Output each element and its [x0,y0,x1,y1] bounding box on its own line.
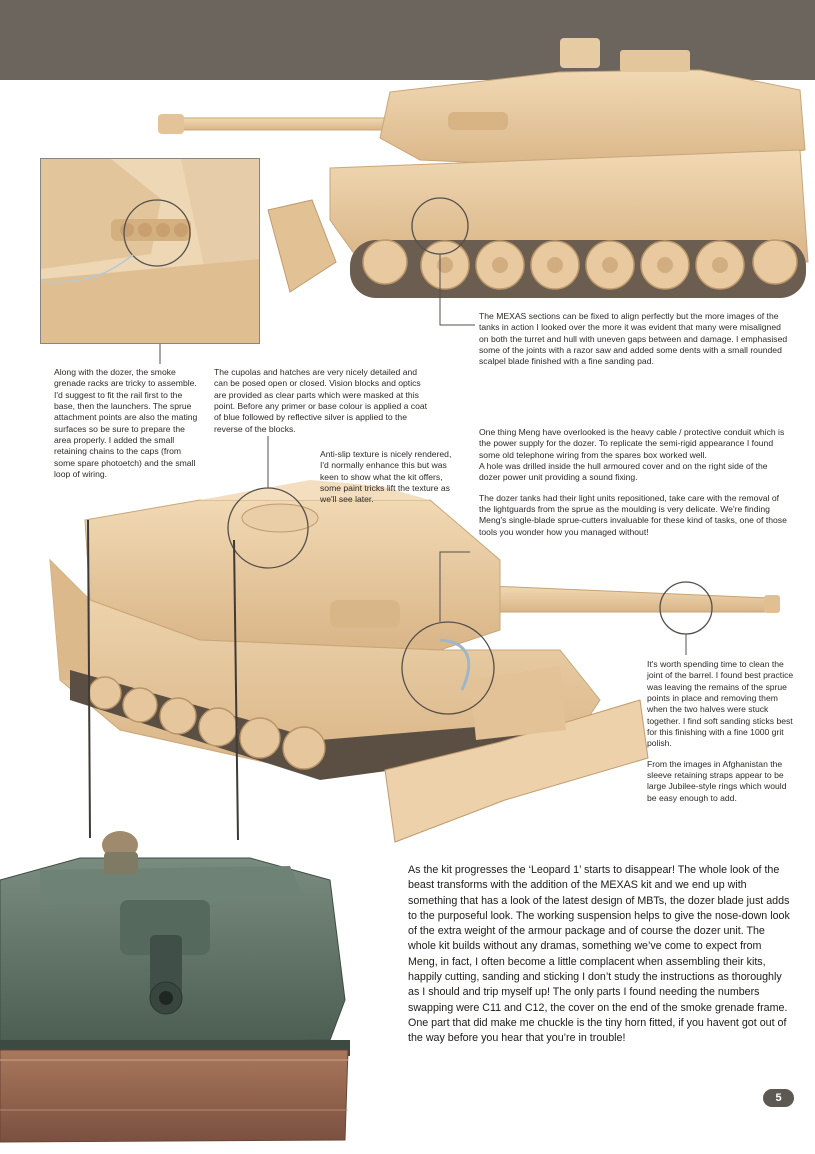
caption-cable [479,427,791,538]
caption-dozer-smoke [54,367,200,480]
page-number-badge: 5 [763,1089,794,1107]
caption-cable-p2: A hole was drilled inside the hull armoured cover and on the right side of the dozer power unit providing a sound fixing. [479,461,768,483]
caption-cupolas-text: The cupolas and hatches are very nicely detailed and can be posed open or closed. Vision blocks and optics are provided as clear parts which were masked at this point. Before any primer or base colour is applied a coat of blue followed by reflective silver is applied to the reverse of the blocks. [214,367,428,434]
caption-mexas-text: The MEXAS sections can be fixed to align perfectly but the more images of the tanks in action I looked over the more it was evident that many were misaligned on both the turret and hull with uneven gaps between and damage. I emphasised some of the joints with a razor saw and added some dents with a small rounded scalpel blade finished with a fine sanding pad. [479,311,788,367]
article-body-text: As the kit progresses the ‘Leopard 1’ starts to disappear! The whole look of the beast transforms with the addition of the MEXAS kit and we end up with something that has a look of the latest design of MBTs, the dozer blade just adds to the purposeful look. The working suspension helps to give the nose-down look of the extra weight of the armour package and of course the dozer unit. The whole kit builds without any dramas, something we’ve come to expect from Meng, in fact, I often become a little complacent when assembling their kits, happily cutting, sanding and sticking I don’t study the instructions as thoroughly as I should and trip myself up! The only parts I found needing the numbers swapping were C11 and C12, the cover on the end of the smoke grenade frame. One part that did make me chuckle is the tiny horn fitted, if you havent got out of the way before you hear that you’re in trouble! [408,864,790,1045]
caption-anti-slip [320,449,460,506]
inset-detail-photo [40,158,260,344]
caption-dozer-smoke-text: Along with the dozer, the smoke grenade racks are tricky to assemble. I'd suggest to fit the rail first to the base, then the launchers. The sprue attachment points are also the mating surfaces so be sure to prepare the area properly. I added the small retaining chains to the caps (from some spare photoetch) and the small loop of wiring. [54,367,198,480]
caption-barrel-p2: From the images in Afghanistan the sleeve retaining straps appear to be large Jubilee-style rings which would be easy enough to add. [647,758,787,803]
article-body [408,863,790,1047]
caption-cable-p1: One thing Meng have overlooked is the heavy cable / protective conduit which is the power supply for the dozer. To replicate the semi-rigid appearance I found some old telephone wiring from the spares box worked well. [479,427,785,460]
caption-barrel [647,659,797,804]
inset-illustration [41,159,260,344]
caption-anti-slip-text: Anti-slip texture is nicely rendered, I'd normally enhance this but was keen to show what the kit offers, some paint tricks lift the texture as we'll see later. [320,449,452,505]
caption-mexas [479,311,789,368]
caption-barrel-p1: It's worth spending time to clean the joint of the barrel. I found best practice was leaving the remains of the sprue points in place and removing them when the two halves were stuck together. I find soft sanding sticks best for this finishing with a fine 1000 grit polish. [647,659,794,749]
caption-cupolas [214,367,428,435]
bottom-tank [0,831,350,1142]
caption-cable-p3: The dozer tanks had their light units repositioned, take care with the removal of the lightguards from the sprue as the moulding is very delicate. We're finding Meng's single-blade sprue-cutters invaluable for these kind of tasks, one of those tools you wonder how you managed without! [479,492,787,537]
